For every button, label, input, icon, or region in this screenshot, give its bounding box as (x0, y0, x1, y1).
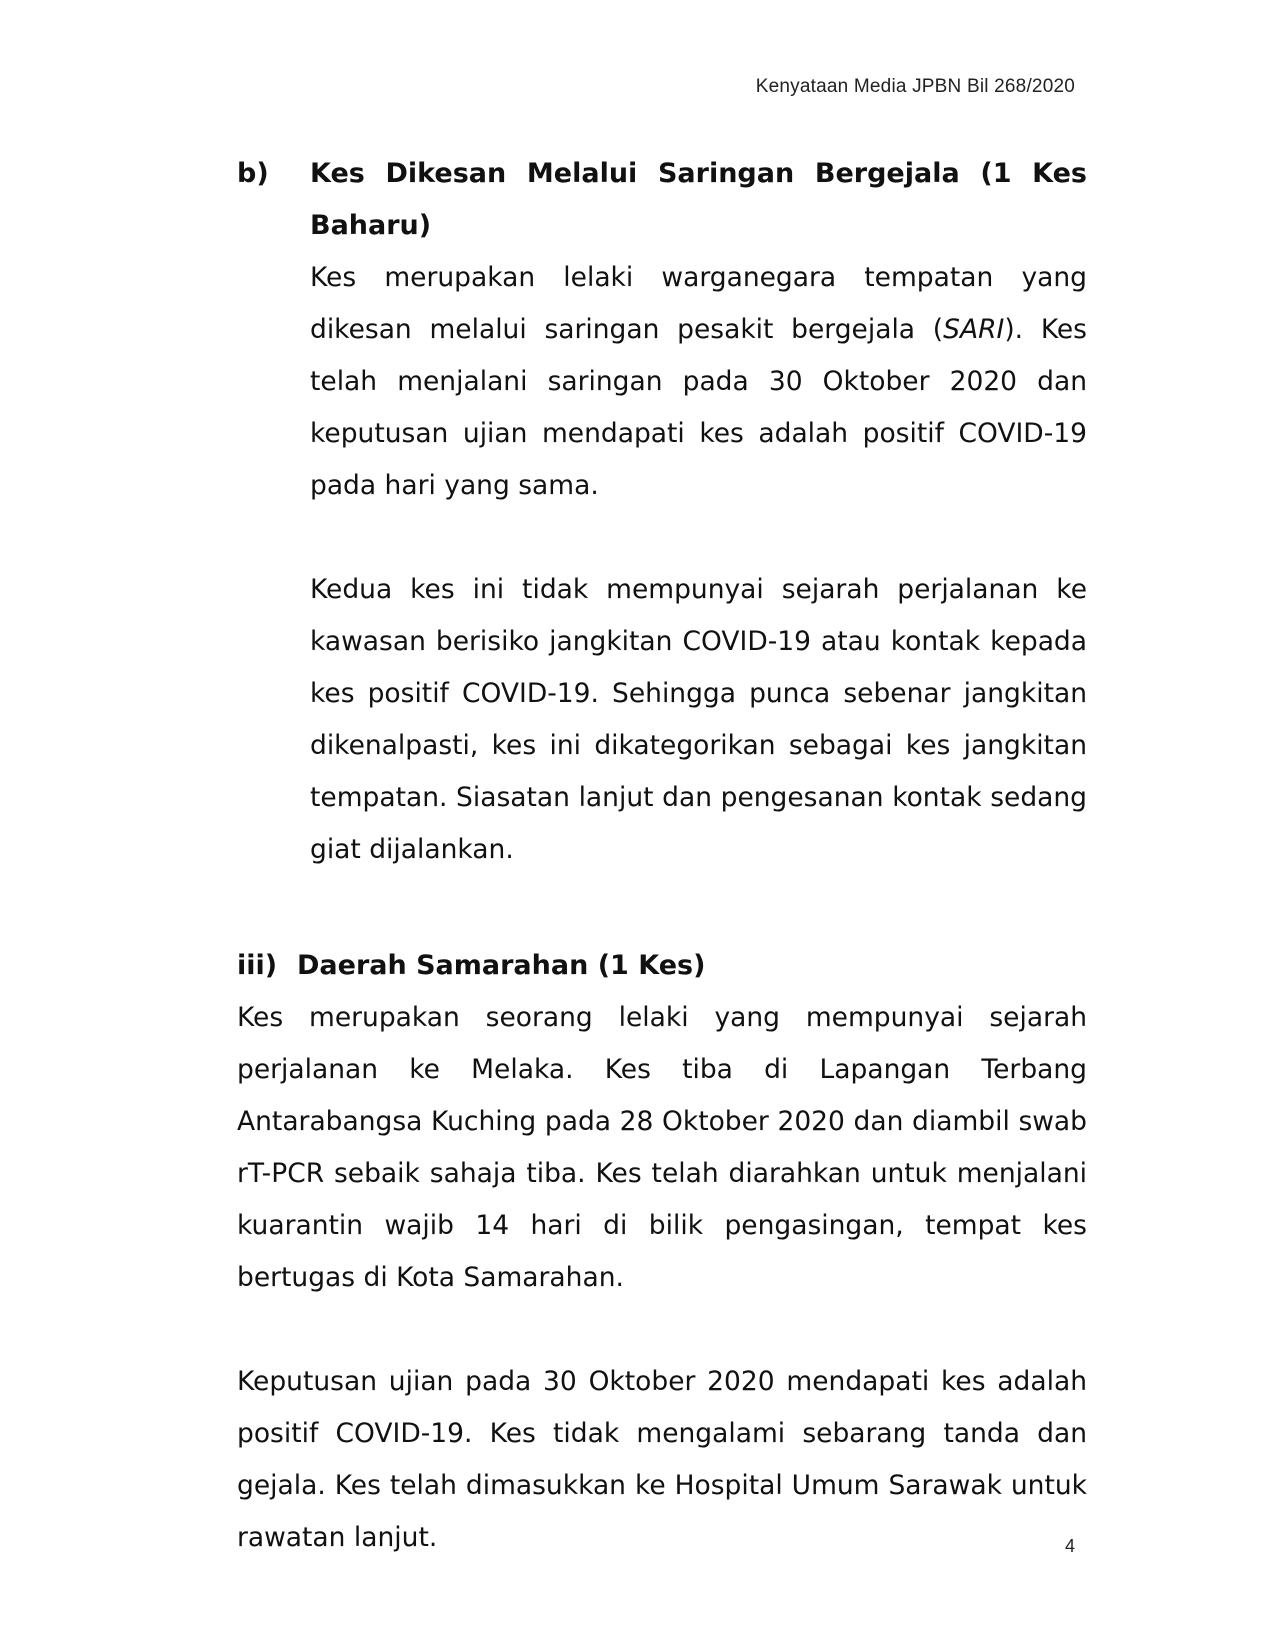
section-b (237, 148, 1087, 876)
section-b-marker: b) (237, 158, 269, 189)
section-iii-heading: Daerah Samarahan (1 Kes) (297, 950, 706, 981)
section-iii-paragraph-2: Keputusan ujian pada 30 Oktober 2020 mendapati kes adalah positif COVID-19. Kes tidak mengalami sebarang tanda dan gejala. Kes telah dimasukkan ke Hospital Umum Sarawak untuk rawatan lanjut. (237, 1366, 1087, 1553)
section-b-heading: Kes Dikesan Melalui Saringan Bergejala (1 Kes Baharu) (310, 158, 1087, 241)
section-b-paragraph-1-lead: Kes merupakan lelaki warganegara tempatan yang dikesan melalui saringan pesakit bergejala ( (310, 262, 1087, 345)
section-b-heading-row (237, 148, 1087, 252)
section-iii-paragraph-1: Kes merupakan seorang lelaki yang mempunyai sejarah perjalanan ke Melaka. Kes tiba di Lapangan Terbang Antarabangsa Kuching pada 28 Oktober 2020 dan diambil swab rT-PCR sebaik sahaja tiba. Kes telah diarahkan untuk menjalani kuarantin wajib 14 hari di bilik pengasingan, tempat kes bertugas di Kota Samarahan. (237, 1002, 1087, 1293)
paragraph-gap (237, 1304, 1087, 1356)
section-iii-body (237, 992, 1087, 1564)
sari-abbreviation: SARI (943, 314, 1005, 345)
section-b-paragraph-1-tail: ). Kes telah menjalani saringan pada 30 Oktober 2020 dan keputusan ujian mendapati kes adalah positif COVID-19 pada hari yang sama. (310, 314, 1087, 501)
section-b-body (310, 252, 1087, 876)
paragraph-gap (310, 512, 1087, 564)
page-number: 4 (1064, 1536, 1075, 1556)
section-b-paragraph-2: Kedua kes ini tidak mempunyai sejarah perjalanan ke kawasan berisiko jangkitan COVID-19 atau kontak kepada kes positif COVID-19. Sehingga punca sebenar jangkitan dikenalpasti, kes ini dikategorikan sebagai kes jangkitan tempatan. Siasatan lanjut dan pengesanan kontak sedang giat dijalankan. (310, 574, 1087, 865)
section-iii-heading-row (237, 940, 1087, 992)
document-header: Kenyataan Media JPBN Bil 268/2020 (755, 76, 1075, 97)
section-iii-marker: iii) (237, 950, 278, 981)
section-iii (237, 940, 1087, 1564)
section-b-paragraph-1 (310, 252, 1087, 512)
